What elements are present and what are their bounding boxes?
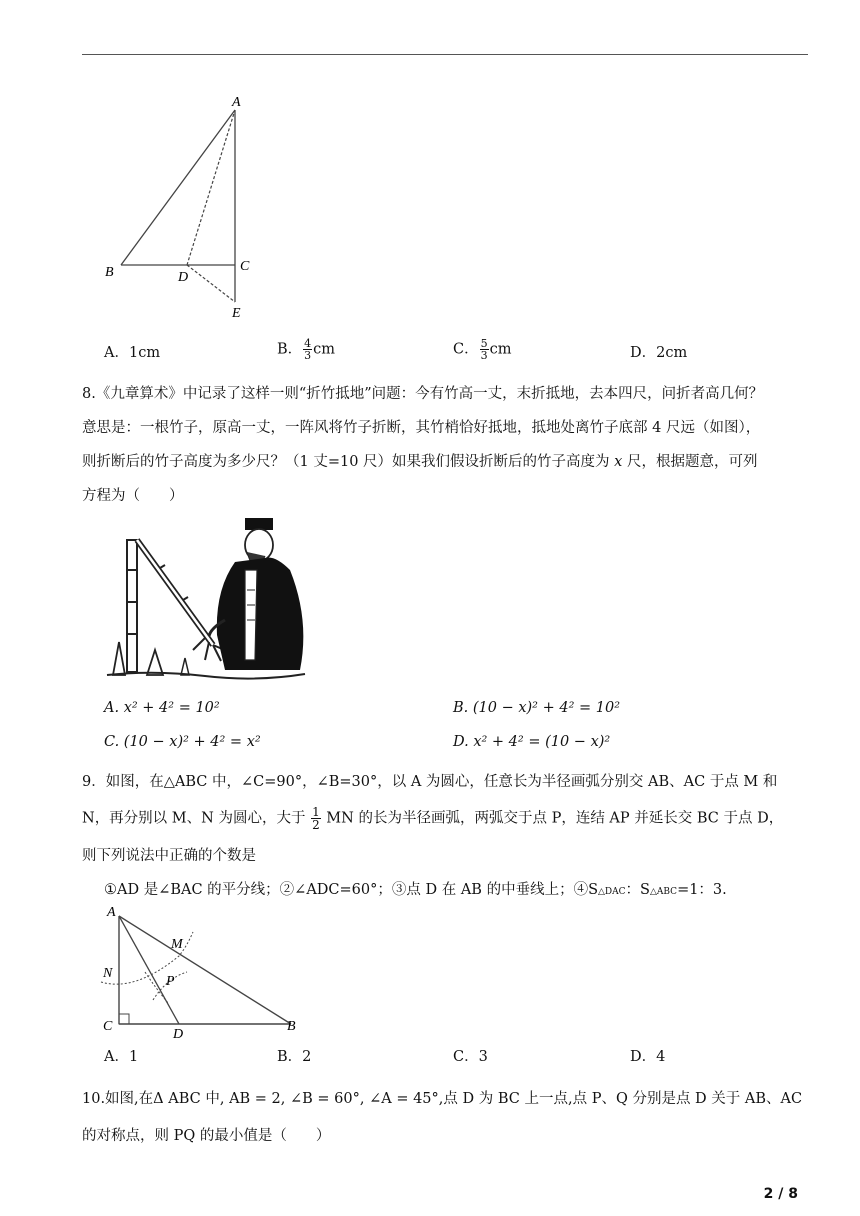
label-c: C [103, 1019, 113, 1034]
q8-line-4: 方程为（ ） [82, 488, 184, 504]
q9-frac-den: 2 [312, 818, 320, 832]
q7-option-a: A．1cm [104, 345, 161, 361]
q7-option-c-prefix: C． [453, 341, 479, 358]
q7-option-b-den: 3 [304, 349, 312, 362]
bamboo-scholar-illustration [105, 510, 310, 685]
q8-option-b: B. (10 − x)² + 4² = 10² [453, 700, 621, 716]
label-n: N [103, 966, 113, 981]
q9-option-d: D．4 [630, 1049, 666, 1065]
q8-option-c: C. (10 − x)² + 4² = x² [104, 734, 261, 750]
label-p: P [166, 974, 175, 989]
label-e: E [232, 306, 241, 321]
q8-line-2: 意思是：一根竹子，原高一丈，一阵风将竹子折断，其竹梢恰好抵地，抵地处离竹子底部 4 尺远（如图）， [82, 420, 761, 436]
q9-stmt-a: ①AD 是∠BAC 的平分线；②∠ADC=60°；③点 D 在 AB 的中垂线上；④S [104, 882, 598, 898]
q7-option-d: D．2cm [630, 345, 688, 361]
label-b: B [105, 265, 114, 280]
q9-option-c: C．3 [453, 1049, 488, 1065]
q7-option-c [453, 338, 511, 361]
q8-variable: x [614, 454, 623, 470]
q9-option-a: A．1 [104, 1049, 139, 1065]
q7-option-b [277, 338, 335, 361]
q10-line-1: 10.如图,在Δ ABC 中, AB = 2, ∠B = 60°, ∠A = 45°,点 D 为 BC 上一点,点 P、Q 分别是点 D 关于 AB、AC [82, 1091, 803, 1107]
q9-stmt-c: =1：3. [677, 882, 727, 898]
q9-line-2 [82, 806, 783, 831]
q9-option-b: B．2 [277, 1049, 312, 1065]
q9-stmt-sub1: △DAC [598, 887, 626, 897]
q7-option-c-den: 3 [480, 349, 488, 362]
q9-line-2b: MN 的长为半径画弧，两弧交于点 P，连结 AP 并延长交 BC 于点 D， [321, 810, 784, 827]
triangle-figure-q7 [95, 90, 265, 322]
q9-frac-num: 1 [312, 805, 320, 819]
label-a: A [107, 905, 116, 920]
label-b: B [287, 1019, 296, 1034]
q9-stmt-b: ：S [625, 882, 650, 898]
q9-statements [104, 878, 727, 899]
q8-line-3 [82, 450, 757, 471]
q8-line-3a: 则折断后的竹子高度为多少尺？（1 丈=10 尺）如果我们假设折断后的竹子高度为 [82, 454, 615, 470]
q7-option-c-unit: cm [489, 341, 512, 358]
q8-option-a: A. x² + 4² = 10² [104, 700, 220, 716]
q10-line-2: 的对称点，则 PQ 的最小值是（ ） [82, 1128, 331, 1144]
q7-option-b-fraction [303, 338, 312, 361]
q8-line-1: 8.《九章算术》中记录了这样一则“折竹抵地”问题：今有竹高一丈，末折抵地，去本四尺，问折者高几何？ [82, 386, 764, 402]
label-a: A [232, 95, 241, 110]
label-m: M [171, 937, 183, 952]
q8-option-d: D. x² + 4² = (10 − x)² [453, 734, 611, 750]
q7-option-b-num: 4 [304, 337, 312, 350]
triangle-figure-q9 [95, 900, 315, 1040]
q9-fraction [311, 806, 321, 831]
q9-line-3: 则下列说法中正确的个数是 [82, 848, 256, 864]
q7-option-b-prefix: B． [277, 341, 303, 358]
q9-stmt-sub2: △ABC [649, 887, 678, 897]
label-d: D [178, 270, 189, 285]
q7-option-b-unit: cm [313, 341, 336, 358]
label-d: D [173, 1027, 184, 1040]
label-c: C [240, 259, 250, 274]
q9-line-2a: N，再分别以 M、N 为圆心，大于 [82, 810, 311, 827]
page-number: 2 / 8 [763, 1186, 798, 1202]
q7-option-c-num: 5 [480, 337, 488, 350]
q8-line-3b: 尺，根据题意，可列 [622, 454, 758, 470]
header-rule [82, 54, 808, 55]
q9-line-1: 9．如图，在△ABC 中，∠C=90°，∠B=30°，以 A 为圆心，任意长为半径画弧分别交 AB、AC 于点 M 和 [82, 774, 778, 790]
q7-option-c-fraction [480, 338, 489, 361]
